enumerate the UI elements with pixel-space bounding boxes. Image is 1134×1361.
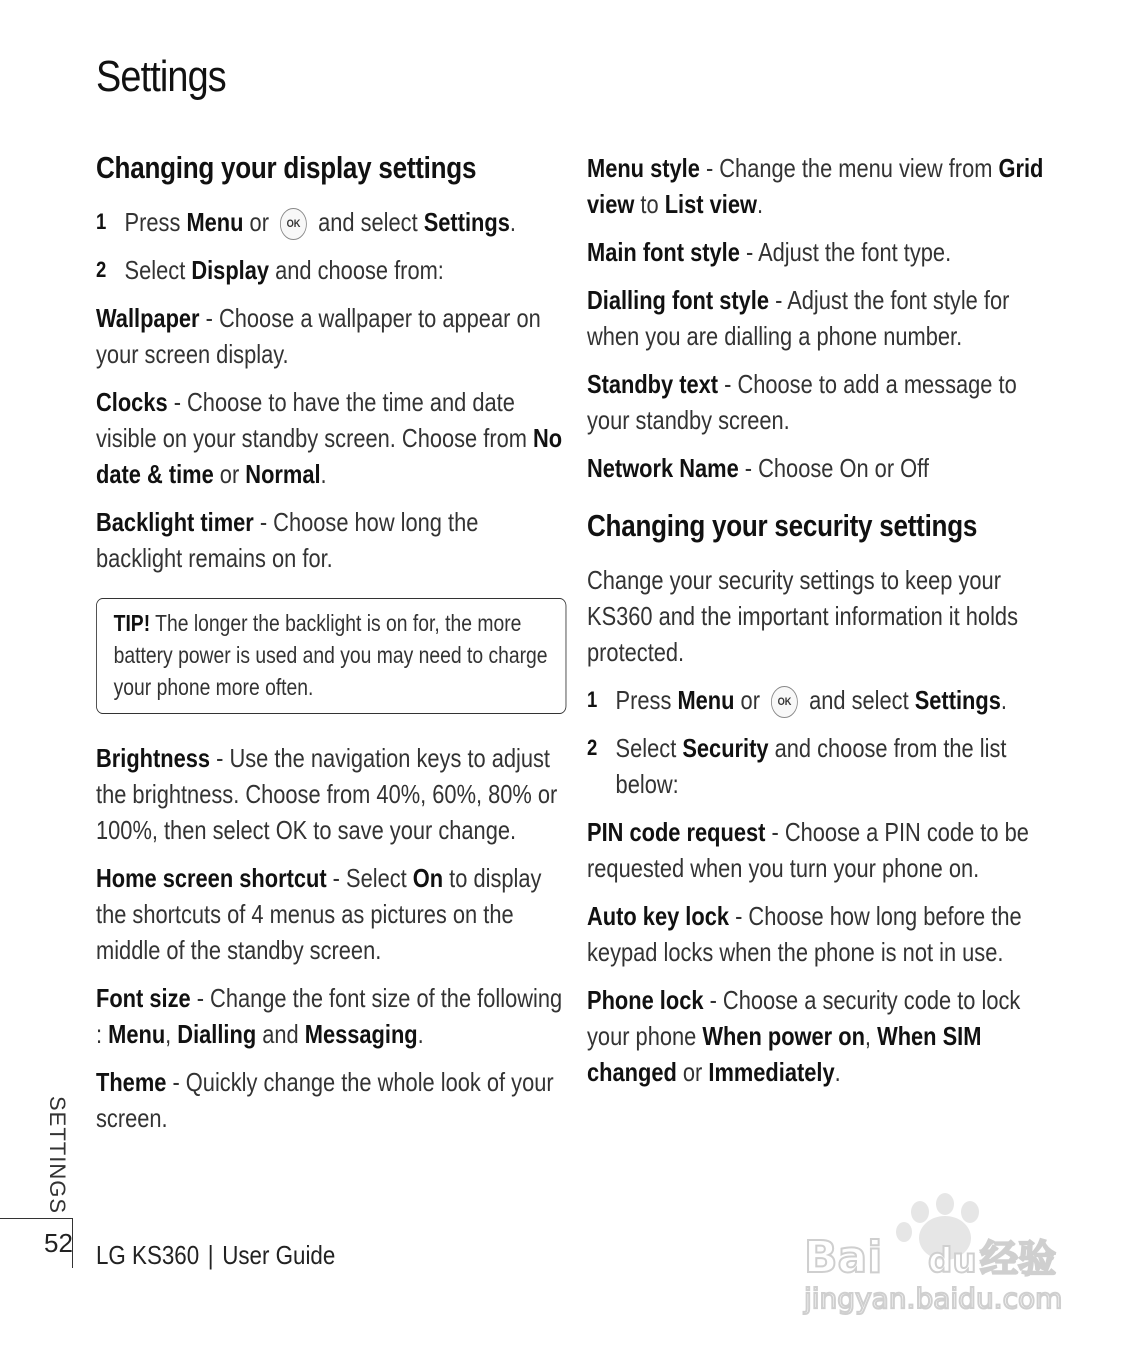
svg-text:经验: 经验: [980, 1237, 1057, 1281]
svg-text:du: du: [928, 1241, 977, 1281]
left-column: [96, 150, 566, 1148]
menu-style-item: Menu style - Change the menu view from Grid view to List view.: [587, 153, 1044, 219]
step-number: 1: [96, 209, 107, 234]
display-step-1: [96, 204, 566, 240]
main-font-style-item: Main font style - Adjust the font type.: [587, 237, 952, 267]
security-intro: Change your security settings to keep your KS360 and the important information it holds protected.: [587, 565, 1018, 667]
section-side-label: SETTINGS: [45, 1096, 70, 1215]
theme-item: Theme - Quickly change the whole look of your screen.: [96, 1067, 554, 1134]
phone-lock-item: Phone lock - Choose a security code to lock your phone When power on, When SIM changed or Immediately.: [587, 985, 1021, 1088]
home-screen-shortcut-item: Home screen shortcut - Select On to display the shortcuts of 4 menus as pictures on the middle of the standby screen.: [96, 863, 542, 966]
security-settings-heading: Changing your security settings: [587, 508, 978, 543]
step-text: Select Display and choose from:: [124, 255, 444, 286]
ok-key-icon: OK: [771, 686, 798, 718]
footer-guide: User Guide: [222, 1240, 336, 1270]
page-title: Settings: [96, 52, 226, 101]
right-column: [587, 150, 1087, 1102]
page-number: 52: [44, 1228, 73, 1258]
footer: [96, 1240, 335, 1271]
wallpaper-item: Wallpaper - Choose a wallpaper to appear on your screen display.: [96, 303, 541, 370]
font-size-item: Font size - Change the font size of the following : Menu, Dialling and Messaging.: [96, 983, 563, 1050]
step-text: Press Menu or OK and select Settings.: [125, 204, 516, 240]
svg-text:jingyan.baidu.com: jingyan.baidu.com: [804, 1282, 1063, 1315]
clocks-item: Clocks - Choose to have the time and date visible on your standby screen. Choose from No date & time or Normal.: [96, 387, 563, 490]
step-text: Select Security and choose from the list below:: [615, 733, 1007, 800]
security-step-1: [587, 682, 1057, 718]
display-step-2: [96, 252, 566, 288]
security-step-2: [587, 730, 1057, 802]
display-settings-heading: Changing your display settings: [96, 150, 477, 185]
dialling-font-style-item: Dialling font style - Adjust the font style for when you are dialling a phone number.: [587, 285, 1010, 351]
pin-code-request-item: PIN code request - Choose a PIN code to be requested when you turn your phone on.: [587, 817, 1029, 884]
baidu-paw-logo-icon: [800, 1190, 1070, 1320]
step-number: 2: [587, 735, 598, 761]
ok-key-icon: OK: [280, 208, 307, 240]
baidu-watermark: [800, 1190, 1070, 1325]
tip-box: [96, 598, 566, 714]
auto-key-lock-item: Auto key lock - Choose how long before the keypad locks when the phone is not in use.: [587, 901, 1022, 968]
backlight-timer-item: Backlight timer - Choose how long the backlight remains on for.: [96, 507, 479, 574]
footer-separator: |: [207, 1240, 214, 1270]
tip-label: TIP!: [113, 610, 151, 637]
network-name-item: Network Name - Choose On or Off: [587, 453, 929, 483]
footer-model: LG KS360: [96, 1240, 200, 1270]
step-text: Press Menu or OK and select Settings.: [616, 682, 1007, 718]
step-number: 1: [587, 687, 598, 712]
svg-text:Bai: Bai: [804, 1232, 883, 1283]
side-divider: [0, 1218, 72, 1219]
step-number: 2: [96, 257, 107, 283]
brightness-item: Brightness - Use the navigation keys to adjust the brightness. Choose from 40%, 60%, 80% or 100%, then select OK to save your change.: [96, 743, 558, 846]
tip-text: The longer the backlight is on for, the more battery power is used and you may need to charge your phone more often.: [113, 610, 548, 701]
standby-text-item: Standby text - Choose to add a message to your standby screen.: [587, 369, 1017, 435]
